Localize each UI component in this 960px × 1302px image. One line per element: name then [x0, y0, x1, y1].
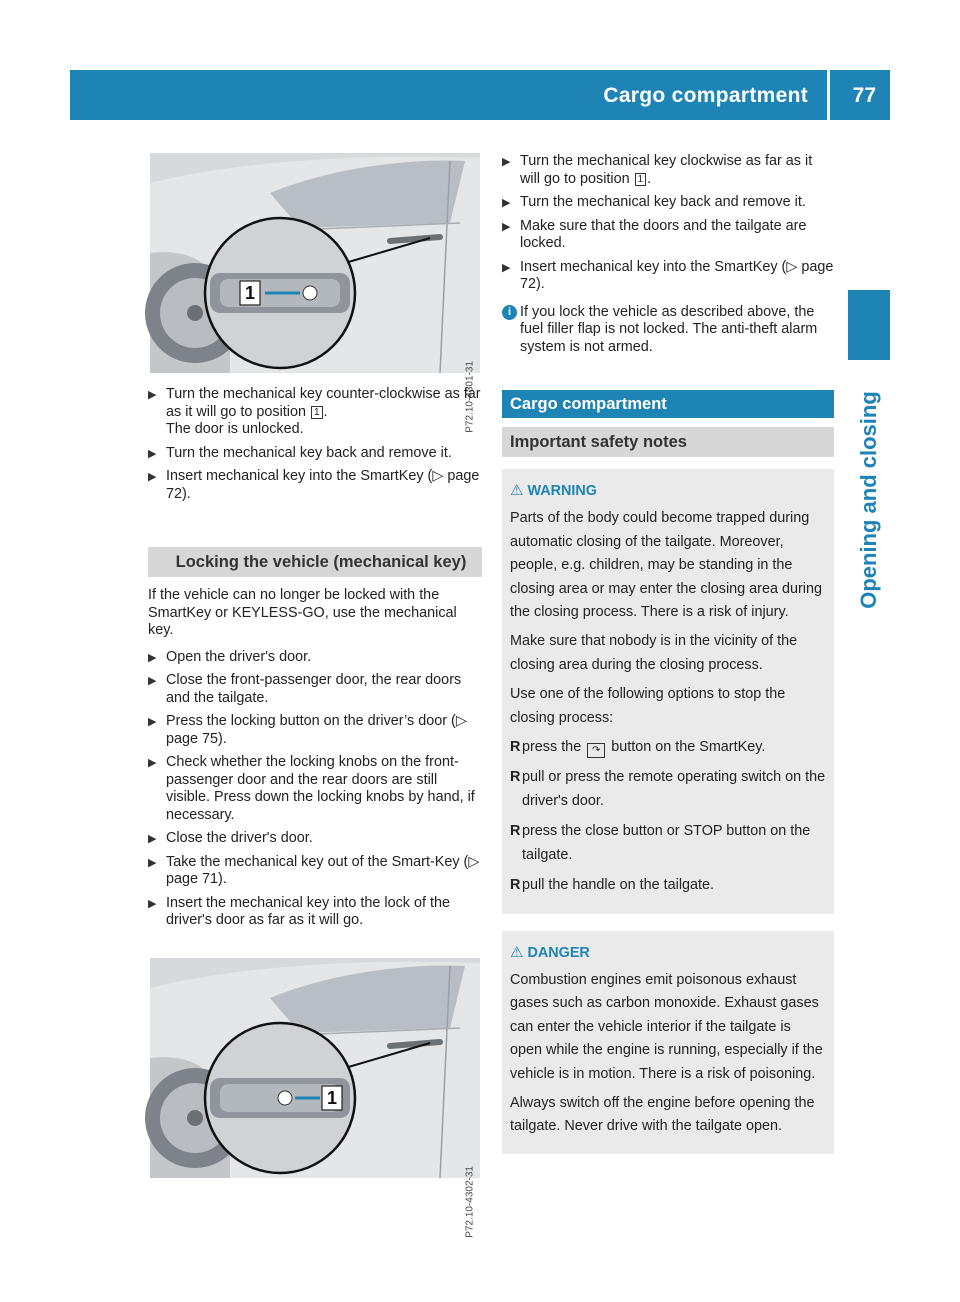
- arrow-right-icon: ▶: [148, 833, 157, 845]
- danger-text-2: Always switch off the engine before opening the tailgate. Never drive with the tailgate open.: [510, 1094, 815, 1135]
- warning-text-1: Parts of the body could become trapped during automatic closing of the tailgate. Moreover, people, e.g. children, may be standing in the closing area or may enter the closing area during the closing process. There is a risk of injury.: [510, 510, 822, 621]
- figure-code-1: P72.10-4301-31: [465, 361, 476, 433]
- arrow-right-icon: ▶: [148, 447, 157, 460]
- position-key-box: 1: [311, 406, 323, 419]
- arrow-right-icon: ▶: [148, 389, 157, 401]
- page-reference-link[interactable]: ▷ page 71: [166, 853, 480, 887]
- chapter-label: [846, 370, 892, 630]
- arrow-right-icon: ▶: [148, 897, 157, 910]
- chapter-tab: [848, 290, 890, 360]
- step-lock-7: ▶ Insert the mechanical key into the lock of the driver's door as far as it will go.: [148, 894, 450, 928]
- subheading-safety-notes: Important safety notes: [502, 427, 834, 457]
- step-unlock-remove: ▶ Turn the mechanical key back and remove it.: [148, 445, 482, 463]
- step-result: The door is unlocked.: [166, 421, 304, 437]
- door-illustration-2: [150, 958, 480, 1178]
- step-lock-remove: ▶ Turn the mechanical key back and remove it.: [502, 194, 834, 212]
- step-lock-2: ▶ Close the front-passenger door, the rear doors and the tailgate.: [148, 672, 462, 706]
- locking-intro: If the vehicle can no longer be locked with the SmartKey or KEYLESS-GO, use the mechanical key.: [148, 587, 457, 638]
- page-reference-link[interactable]: ▷ page 72: [520, 258, 834, 292]
- warning-text-3: Use one of the following options to stop the closing process:: [510, 686, 786, 726]
- section-heading-locking: Locking the vehicle (mechanical key): [148, 547, 482, 577]
- step-lock-3: ▶ Press the locking button on the driver’s door (▷ page 75).: [148, 713, 467, 747]
- step-lock-turn: ▶ Turn the mechanical key clockwise as far as it will go to position 1 .: [502, 153, 813, 187]
- page-reference-link[interactable]: ▷ page 75: [166, 713, 467, 747]
- warning-text-2: Make sure that nobody is in the vicinity of the closing area during the closing process.: [510, 633, 798, 673]
- arrow-right-icon: ▶: [148, 651, 157, 664]
- position-label-2: 1: [326, 1088, 338, 1108]
- danger-title: ⚠ DANGER: [510, 941, 826, 965]
- list-item: R pull the handle on the tailgate.: [510, 877, 715, 894]
- step-lock-check: ▶ Make sure that the doors and the tailgate are locked.: [502, 217, 807, 251]
- step-unlock-turn: ▶ Turn the mechanical key counter-clockwise as far as it will go to position 1 . The door is unlocked.: [148, 386, 481, 437]
- step-lock-1: ▶ Open the driver's door.: [148, 649, 482, 667]
- chapter-label-text: Opening and closing: [856, 391, 881, 609]
- arrow-right-icon: ▶: [148, 675, 157, 687]
- danger-text-1: Combustion engines emit poisonous exhaust gases such as carbon monoxide. Exhaust gases can enter the vehicle interior if the tailgate is open while the engine is running, especially if the vehicle is in motion. There is a risk of poisoning.: [510, 971, 823, 1082]
- arrow-right-icon: ▶: [502, 220, 511, 233]
- page-reference-link[interactable]: ▷ page 72: [166, 468, 480, 502]
- step-lock-6: ▶ Take the mechanical key out of the Smart-Key (▷ page 71).: [148, 853, 480, 887]
- warning-triangle-icon: ⚠: [510, 943, 524, 961]
- list-item: R press the close button or STOP button on the tailgate.: [510, 823, 811, 863]
- position-label-1: 1: [244, 283, 256, 303]
- page-number: 77: [852, 84, 876, 107]
- header-title: Cargo compartment: [603, 84, 808, 107]
- step-lock-4: ▶ Check whether the locking knobs on the front-passenger door and the rear doors are still visible. Press down the locking knobs by hand, if necessary.: [148, 754, 475, 823]
- info-icon: i: [502, 305, 517, 320]
- arrow-right-icon: ▶: [502, 197, 511, 209]
- step-lock-5: ▶ Close the driver's door.: [148, 830, 482, 848]
- arrow-right-icon: ▶: [148, 757, 157, 769]
- right-column: [502, 153, 834, 1154]
- step-lock-insert: ▶ Insert mechanical key into the SmartKey (▷ page 72).: [502, 258, 834, 292]
- warning-title: ⚠ WARNING: [510, 479, 826, 503]
- info-note: i If you lock the vehicle as described above, the fuel filler flap is not locked. The anti-theft alarm system is not armed.: [502, 304, 834, 357]
- arrow-right-icon: ▶: [148, 716, 157, 728]
- section-heading-cargo: Cargo compartment: [502, 390, 834, 418]
- figure-door-lock: [150, 958, 480, 1238]
- arrow-right-icon: ▶: [502, 156, 511, 168]
- door-illustration-1: [150, 153, 480, 373]
- step-unlock-insert: ▶ Insert mechanical key into the SmartKey (▷ page 72).: [148, 468, 480, 502]
- arrow-right-icon: ▶: [502, 261, 511, 274]
- danger-box: [502, 931, 834, 1154]
- figure-code-2: P72.10-4302-31: [465, 1166, 476, 1238]
- warning-box: [502, 469, 834, 914]
- arrow-right-icon: ▶: [148, 471, 157, 483]
- list-item: R press the ↷ button on the SmartKey.: [510, 739, 766, 757]
- header-bar: [70, 70, 890, 120]
- tailgate-close-icon: ↷: [587, 743, 605, 758]
- warning-triangle-icon: ⚠: [510, 482, 524, 499]
- list-item: R pull or press the remote operating switch on the driver's door.: [510, 769, 826, 809]
- position-key-box: 1: [635, 173, 647, 186]
- arrow-right-icon: ▶: [148, 856, 157, 869]
- left-column: [148, 386, 482, 936]
- header-divider: [827, 70, 830, 120]
